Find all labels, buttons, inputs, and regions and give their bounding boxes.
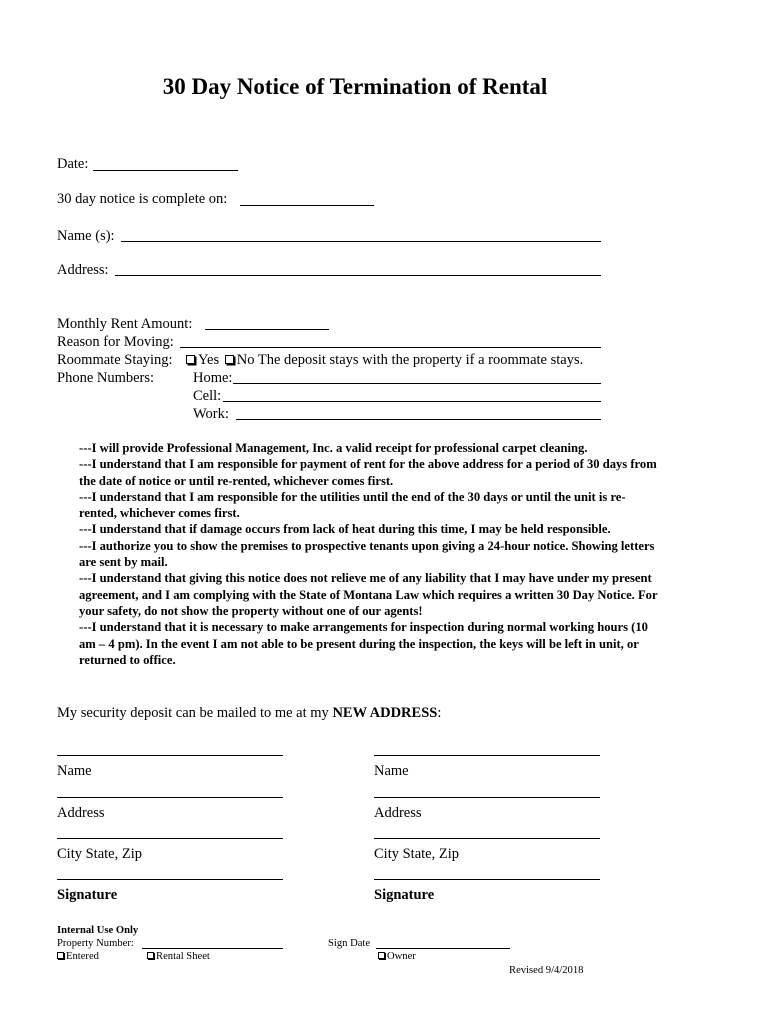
deposit-sentence bbox=[57, 704, 441, 722]
term-item: ---I authorize you to show the premises to prospective tenants upon giving a 24-hour notice. Showing letters are sent by mail. bbox=[79, 538, 655, 570]
date-label: Date: bbox=[57, 156, 89, 172]
roommate-label: Roommate Staying: bbox=[57, 352, 173, 368]
address-field[interactable] bbox=[115, 275, 601, 276]
page-title: 30 Day Notice of Termination of Rental bbox=[162, 74, 548, 99]
deposit-text: My security deposit can be mailed to me at my bbox=[57, 705, 329, 721]
sign-date-field[interactable] bbox=[376, 948, 510, 949]
address-field-left[interactable] bbox=[57, 797, 283, 798]
roommate-no-label: No bbox=[236, 352, 255, 368]
address-label-right: Address bbox=[374, 805, 422, 821]
entered-checkbox[interactable] bbox=[57, 952, 64, 959]
reason-field[interactable] bbox=[180, 347, 601, 348]
rental-sheet-label: Rental Sheet bbox=[156, 951, 210, 962]
entered-label: Entered bbox=[66, 951, 99, 962]
signature-field-right[interactable] bbox=[374, 879, 600, 880]
roommate-note: The deposit stays with the property if a roommate stays. bbox=[257, 352, 584, 368]
term-item: ---I understand that giving this notice does not relieve me of any liability that I may have under my present agreement, and I am complying with the State of Montana Law which requires a written 30 Day Notice. For your safety, do not show the property without one of our agents! bbox=[79, 571, 658, 618]
phone-label: Phone Numbers: bbox=[57, 370, 155, 386]
city-field-right[interactable] bbox=[374, 838, 600, 839]
city-field-left[interactable] bbox=[57, 838, 283, 839]
term-item: ---I understand that I am responsible for the utilities until the end of the 30 days or until the unit is re-rented, whichever comes first. bbox=[79, 489, 626, 521]
revised-date: Revised 9/4/2018 bbox=[509, 965, 584, 976]
home-phone-field[interactable] bbox=[233, 383, 601, 384]
city-label-left: City State, Zip bbox=[57, 846, 142, 862]
cell-phone-label: Cell: bbox=[193, 388, 222, 404]
owner-option bbox=[378, 950, 416, 963]
address-field-right[interactable] bbox=[374, 797, 600, 798]
owner-checkbox[interactable] bbox=[378, 952, 385, 959]
signature-field-left[interactable] bbox=[57, 879, 283, 880]
address-label: Address: bbox=[57, 262, 109, 278]
property-number-field[interactable] bbox=[142, 948, 283, 949]
term-item: ---I will provide Professional Management, Inc. a valid receipt for professional carpet cleaning. bbox=[79, 441, 588, 455]
monthly-rent-label: Monthly Rent Amount: bbox=[57, 316, 193, 332]
name-label-right: Name bbox=[374, 763, 409, 779]
term-item: ---I understand that it is necessary to make arrangements for inspection during normal working hours (10 am – 4 pm). In the event I am not able to be present during the inspection, the keys will be left in unit, or returned to office. bbox=[79, 620, 648, 667]
home-phone-label: Home: bbox=[193, 370, 233, 386]
deposit-suffix: : bbox=[437, 705, 442, 721]
roommate-yes-checkbox[interactable] bbox=[186, 355, 195, 364]
name-field-left[interactable] bbox=[57, 755, 283, 756]
internal-use-heading: Internal Use Only bbox=[57, 925, 139, 936]
work-phone-field[interactable] bbox=[236, 419, 601, 420]
roommate-yes-label: Yes bbox=[198, 352, 220, 368]
city-label-right: City State, Zip bbox=[374, 846, 459, 862]
cell-phone-field[interactable] bbox=[223, 401, 601, 402]
rental-sheet-checkbox[interactable] bbox=[147, 952, 154, 959]
roommate-no-checkbox[interactable] bbox=[225, 355, 234, 364]
owner-label: Owner bbox=[387, 951, 416, 962]
monthly-rent-field[interactable] bbox=[205, 329, 329, 330]
address-label-left: Address bbox=[57, 805, 105, 821]
work-phone-label: Work: bbox=[193, 406, 229, 422]
property-number-label: Property Number: bbox=[57, 938, 134, 949]
terms-list bbox=[79, 440, 661, 668]
names-field[interactable] bbox=[121, 241, 601, 242]
notice-complete-label: 30 day notice is complete on: bbox=[57, 191, 228, 207]
term-item: ---I understand that I am responsible for payment of rent for the above address for a period of 30 days from the date of notice or until re-rented, whichever comes first. bbox=[79, 457, 657, 488]
date-field[interactable] bbox=[93, 170, 238, 171]
entered-option bbox=[57, 950, 99, 963]
signature-label-left: Signature bbox=[57, 887, 118, 903]
name-field-right[interactable] bbox=[374, 755, 600, 756]
sign-date-label: Sign Date bbox=[328, 938, 371, 949]
signature-label-right: Signature bbox=[374, 887, 435, 903]
names-label: Name (s): bbox=[57, 228, 115, 244]
rental-sheet-option bbox=[147, 950, 210, 963]
notice-complete-field[interactable] bbox=[240, 205, 374, 206]
term-item: ---I understand that if damage occurs from lack of heat during this time, I may be held responsible. bbox=[79, 522, 611, 537]
name-label-left: Name bbox=[57, 763, 92, 779]
deposit-new-address: NEW ADDRESS bbox=[332, 705, 438, 721]
roommate-options bbox=[186, 351, 583, 369]
reason-label: Reason for Moving: bbox=[57, 334, 174, 350]
